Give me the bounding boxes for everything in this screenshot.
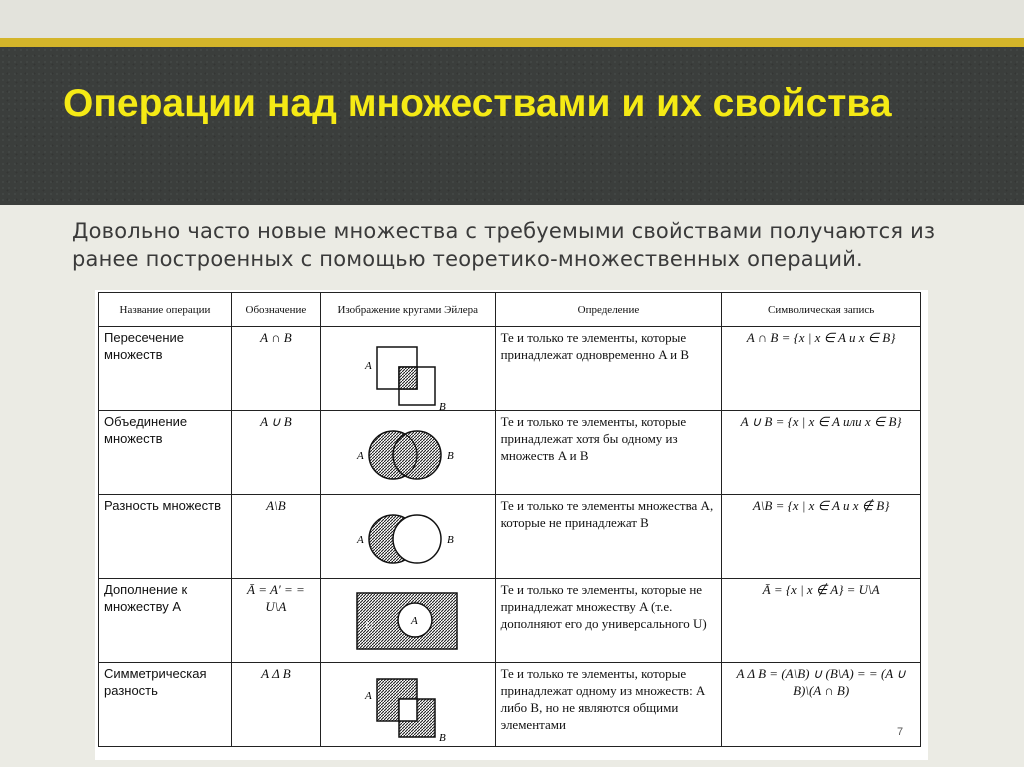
table-row bbox=[99, 411, 921, 495]
union-diagram bbox=[321, 411, 496, 495]
euler-diagram-cell bbox=[320, 327, 495, 411]
row-notation: A ∪ B bbox=[231, 411, 320, 495]
euler-diagram-cell bbox=[320, 663, 495, 747]
table-row bbox=[99, 663, 921, 747]
row-name: Пересечение множеств bbox=[99, 327, 232, 411]
row-symbolic: A Δ B = (A\B) ∪ (B\A) = = (A ∪ B)\(A ∩ B) bbox=[722, 663, 921, 747]
label-b: B bbox=[446, 450, 454, 462]
row-notation: A\B bbox=[231, 495, 320, 579]
row-name: Разность множеств bbox=[99, 495, 232, 579]
row-name: Объединение множеств bbox=[99, 411, 232, 495]
set-b-circle bbox=[393, 515, 441, 563]
difference-diagram bbox=[321, 495, 496, 579]
row-definition: Те и только те элементы, которые не принадлежат множеству A (т.е. дополняют его до универсального U) bbox=[495, 579, 722, 663]
table-row bbox=[99, 495, 921, 579]
label-b: B bbox=[438, 401, 446, 411]
row-symbolic: A ∩ B = {x | x ∈ A и x ∈ B} bbox=[722, 327, 921, 411]
gold-divider bbox=[0, 38, 1024, 47]
header-symbolic: Символическая запись bbox=[722, 293, 921, 327]
row-notation: A Δ B bbox=[231, 663, 320, 747]
row-name: Симметрическая разность bbox=[99, 663, 232, 747]
row-definition: Те и только те элементы, которые принадлежат одновременно A и B bbox=[495, 327, 722, 411]
euler-diagram-cell bbox=[320, 579, 495, 663]
label-a: A bbox=[410, 615, 418, 627]
table-row bbox=[99, 579, 921, 663]
row-notation: Ā = A′ = = U\A bbox=[231, 579, 320, 663]
label-u: U bbox=[364, 620, 373, 632]
intersection-area bbox=[399, 367, 417, 389]
row-definition: Те и только те элементы, которые принадлежат хотя бы одному из множеств A и B bbox=[495, 411, 722, 495]
operations-table bbox=[98, 292, 921, 747]
label-b: B bbox=[438, 732, 446, 744]
header-notation: Обозначение bbox=[231, 293, 320, 327]
label-a: A bbox=[356, 534, 364, 546]
row-symbolic: A ∪ B = {x | x ∈ A или x ∈ B} bbox=[722, 411, 921, 495]
row-symbolic: A\B = {x | x ∈ A и x ∉ B} bbox=[722, 495, 921, 579]
slide-title: Операции над множествами и их свойства bbox=[63, 82, 892, 125]
common-area bbox=[399, 699, 417, 721]
complement-diagram bbox=[321, 579, 496, 663]
row-notation: A ∩ B bbox=[231, 327, 320, 411]
label-a: A bbox=[356, 450, 364, 462]
intersection-diagram bbox=[321, 327, 496, 411]
label-b: B bbox=[446, 534, 454, 546]
label-a: A bbox=[364, 360, 372, 372]
label-a: A bbox=[364, 690, 372, 702]
page-number: 7 bbox=[897, 726, 904, 738]
euler-diagram-cell bbox=[320, 411, 495, 495]
top-band bbox=[0, 0, 1024, 38]
symmetric-difference-diagram bbox=[321, 663, 496, 747]
table-header-row bbox=[99, 293, 921, 327]
header-euler: Изображение кругами Эйлера bbox=[320, 293, 495, 327]
header-name: Название операции bbox=[99, 293, 232, 327]
intro-text: Довольно часто новые множества с требуемыми свойствами получаются из ранее построенных с помощью теоретико-множественных операций. bbox=[72, 219, 936, 271]
row-symbolic: Ā = {x | x ∉ A} = U\A bbox=[722, 579, 921, 663]
row-name: Дополнение к множеству A bbox=[99, 579, 232, 663]
table-row bbox=[99, 327, 921, 411]
row-definition: Те и только те элементы, которые принадлежат одному из множеств: A либо B, но не являются общими элементами bbox=[495, 663, 722, 747]
euler-diagram-cell bbox=[320, 495, 495, 579]
header-definition: Определение bbox=[495, 293, 722, 327]
operations-table-image bbox=[95, 290, 928, 760]
row-definition: Те и только те элементы множества A, которые не принадлежат B bbox=[495, 495, 722, 579]
